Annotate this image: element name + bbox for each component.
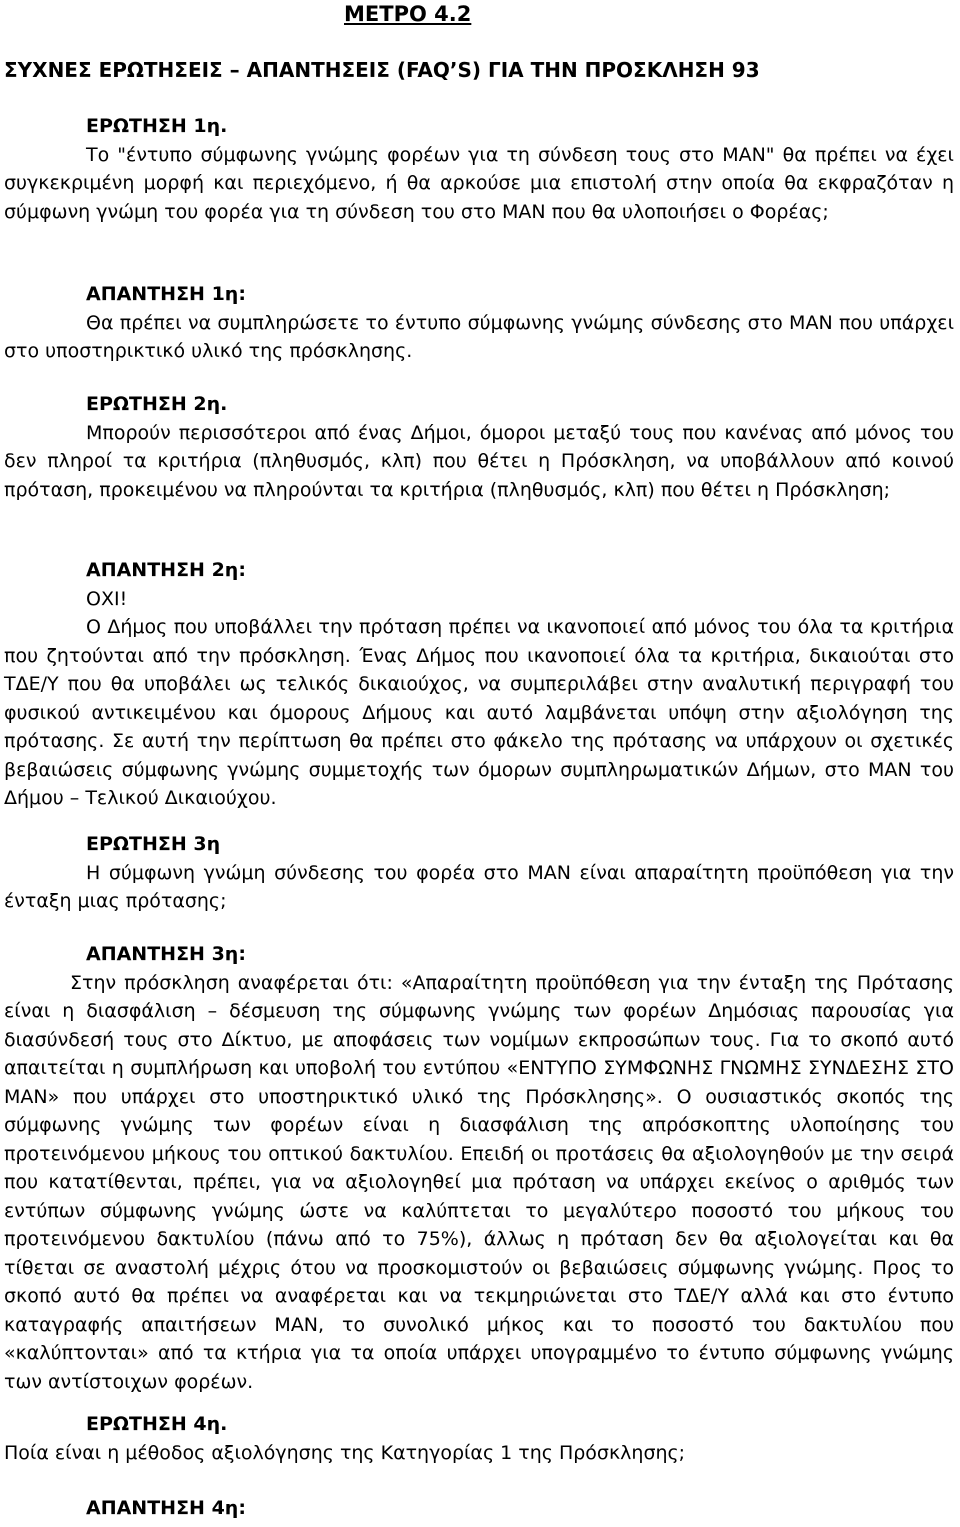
- question-2-text: Μπορούν περισσότεροι από ένας Δήμοι, όμοροι μεταξύ τους που κανένας από μόνος του δεν πληροί τα κριτήρια (πληθυσμός, κλπ) που θέτει η Πρόσκληση, να υποβάλλουν από κοινού πρόταση, προκειμένου να πληρούνται τα κριτήρια (πληθυσμός, κλπ) που θέτει η Πρόσκληση;: [4, 421, 954, 501]
- question-4: [4, 1410, 954, 1467]
- answer-1: [4, 280, 954, 366]
- question-3-heading: ΕΡΩΤΗΣΗ 3η: [86, 833, 221, 855]
- answer-3: [4, 940, 954, 1396]
- question-3: [4, 830, 954, 916]
- question-1-text: Το "έντυπο σύμφωνης γνώμης φορέων για τη σύνδεση τους στο MAN" θα πρέπει να έχει συγκεκριμένη μορφή και περιεχόμενο, ή θα αρκούσε μια επιστολή στην οποία θα εκφραζόταν η σύμφωνη γνώμη του φορέα για τη σύνδεση του στο MAN που θα υλοποιήσει ο Φορέας;: [4, 143, 954, 223]
- answer-2-heading: ΑΠΑΝΤΗΣΗ 2η:: [86, 559, 246, 581]
- document-subtitle: ΣΥΧΝΕΣ ΕΡΩΤΗΣΕΙΣ – ΑΠΑΝΤΗΣΕΙΣ (FAQ’S) ΓΙΑ ΤΗΝ ΠΡΟΣΚΛΗΣΗ 93: [4, 58, 760, 82]
- answer-2-short: ΟΧΙ!: [86, 587, 128, 610]
- question-1: [4, 112, 954, 226]
- answer-2-text: Ο Δήμος που υποβάλλει την πρόταση πρέπει να ικανοποιεί από μόνος του όλα τα κριτήρια που ζητούνται από την πρόσκληση. Ένας Δήμος που ικανοποιεί όλα τα κριτήρια, δικαιούται στο ΤΔΕ/Υ που θα υποβάλει ως τελικός δικαιούχος, να συμπεριλάβει στην αναλυτική περιγραφή του φυσικού αντικειμένου και όμορους Δήμους και αυτό λαμβάνεται υπόψη στην αξιολόγηση της πρότασης. Σε αυτή την περίπτωση θα πρέπει στο φάκελο της πρότασης να υπάρχουν οι σχετικές βεβαιώσεις σύμφωνης γνώμης συμμετοχής των όμορων συμπληρωματικών Δήμων, στο MAN του Δήμου – Τελικού Δικαιούχου.: [4, 616, 954, 809]
- answer-2: [4, 556, 954, 813]
- answer-1-heading: ΑΠΑΝΤΗΣΗ 1η:: [86, 283, 246, 305]
- question-4-text: Ποία είναι η μέθοδος αξιολόγησης της Κατηγορίας 1 της Πρόσκλησης;: [4, 1441, 686, 1464]
- question-3-text: Η σύμφωνη γνώμη σύνδεσης του φορέα στο MAN είναι απαραίτητη προϋπόθεση για την ένταξη μιας πρότασης;: [4, 861, 954, 912]
- question-2-heading: ΕΡΩΤΗΣΗ 2η.: [86, 393, 228, 415]
- answer-1-text: Θα πρέπει να συμπληρώσετε το έντυπο σύμφωνης γνώμης σύνδεσης στο MAN που υπάρχει στο υποστηρικτικό υλικό της πρόσκλησης.: [4, 311, 954, 362]
- answer-4-heading: ΑΠΑΝΤΗΣΗ 4η:: [86, 1497, 246, 1519]
- question-1-heading: ΕΡΩΤΗΣΗ 1η.: [86, 115, 228, 137]
- answer-4: [4, 1494, 954, 1523]
- document-title: ΜΕΤΡΟ 4.2: [344, 2, 472, 26]
- answer-3-heading: ΑΠΑΝΤΗΣΗ 3η:: [86, 943, 246, 965]
- question-2: [4, 390, 954, 504]
- question-4-heading: ΕΡΩΤΗΣΗ 4η.: [86, 1413, 228, 1435]
- answer-3-text: Στην πρόσκληση αναφέρεται ότι: «Απαραίτητη προϋπόθεση για την ένταξη της Πρότασης είναι η διασφάλιση – δέσμευση της σύμφωνης γνώμης των φορέων Δημόσιας παρουσίας για διασύνδεσή τους στο Δίκτυο, με αποφάσεις των νομίμων εκπροσώπων τους. Για το σκοπό αυτό απαιτείται η συμπλήρωση και υποβολή του εντύπου «ΕΝΤΥΠΟ ΣΥΜΦΩΝΗΣ ΓΝΩΜΗΣ ΣΥΝΔΕΣΗΣ ΣΤΟ MAN» που υπάρχει στο υποστηρικτικό υλικό της Πρόσκλησης». Ο ουσιαστικός σκοπός της σύμφωνης γνώμης των φορέων είναι η διασφάλιση της απρόσκοπτης υλοποίησης του προτεινόμενου μήκους του οπτικού δακτυλίου. Επειδή οι προτάσεις θα αξιολογηθούν με την σειρά που κατατίθενται, πρέπει, για να αξιολογηθεί μια πρόταση να υπάρχει εκείνος ο αριθμός των εντύπων σύμφωνης γνώμης ώστε να καλύπτεται το μεγαλύτερο ποσοστό του μήκους του προτεινόμενου δακτυλίου (πάνω από το 75%), άλλως η πρόταση δεν θα αξιολογείται και θα τίθεται σε αναστολή μέχρις ότου να προσκομιστούν οι βεβαιώσεις σύμφωνης γνώμης. Προς το σκοπό αυτό θα πρέπει να αναφέρεται και να τεκμηριώνεται στο ΤΔΕ/Υ αλλά και στο έντυπο καταγραφής απαιτήσεων MAN, το συνολικό μήκος και το ποσοστό του δακτυλίου που «καλύπτονται» από τα κτήρια για τα οποία υπάρχει υπογραμμένο το έντυπο σύμφωνης γνώμης των αντίστοιχων φορέων.: [4, 971, 954, 1393]
